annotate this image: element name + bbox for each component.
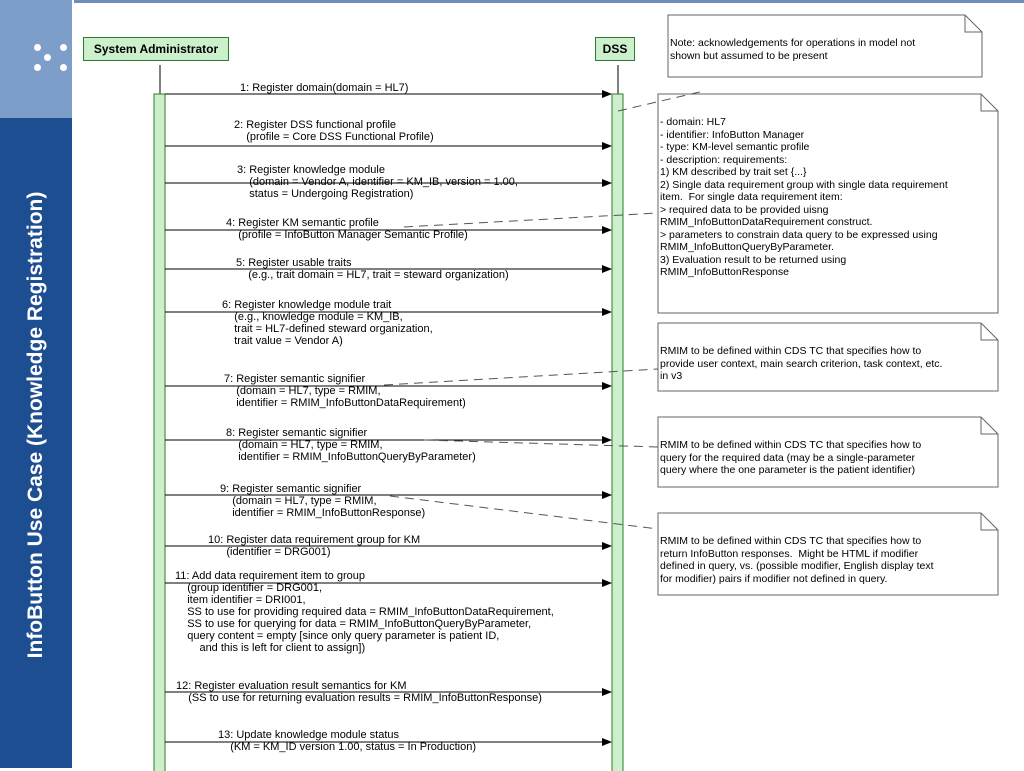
message-label: 9: Register semantic signifier (domain = HL7, type = RMIM, identifier = RMIM_InfoButtonResponse) xyxy=(220,483,426,519)
message-label: 10: Register data requirement group for KM (identifier = DRG001) xyxy=(208,534,421,558)
message-label: 11: Add data requirement item to group (group identifier = DRG001, item identifier = DRI001, SS to use for providing required data = RMIM_InfoButtonDataRequirement, SS to use for querying for data = RMIM_InfoButtonQueryByParameter, query content = empty [since only query parameter is patient ID, and this is left for client to assign]) xyxy=(175,570,554,654)
message-label: 12: Register evaluation result semantics for KM (SS to use for returning evaluation results = RMIM_InfoButtonResponse) xyxy=(176,680,542,704)
message-label: 6: Register knowledge module trait (e.g., knowledge module = KM_IB, trait = HL7-defined steward organization, trait value = Vendor A) xyxy=(222,299,433,347)
note-rmim-query-by-parameter: RMIM to be defined within CDS TC that specifies how to query for the required data (may be a single-parameter query where the one parameter is the patient identifier) xyxy=(660,439,922,476)
note-rmim-response: RMIM to be defined within CDS TC that specifies how to return InfoButton responses. Might be HTML if modifier defined in query, vs. (possible modifier, English display text for modifier) pairs if modifier not defined in query. xyxy=(660,535,934,585)
message-label: 2: Register DSS functional profile (profile = Core DSS Functional Profile) xyxy=(234,119,434,143)
message-label: 5: Register usable traits (e.g., trait domain = HL7, trait = steward organization) xyxy=(236,257,509,281)
slide-title: InfoButton Use Case (Knowledge Registration) xyxy=(24,191,47,659)
dss-activation-bar xyxy=(612,94,623,771)
message-label: 4: Register KM semantic profile (profile = InfoButton Manager Semantic Profile) xyxy=(226,217,468,241)
dots-logo-icon xyxy=(34,44,70,80)
admin-activation-bar xyxy=(154,94,165,771)
slide-sidebar xyxy=(0,0,72,768)
note-semantic-profile: - domain: HL7 - identifier: InfoButton Manager - type: KM-level semantic profile - description: requirements: 1) KM described by trait set {...} 2) Single data requirement group with single data requirement item. For single data requirement item: > required data to be provided uisng RMIM_InfoButtonDataRequirement construct. > parameters to constrain data query to be expressed using RMIM_InfoButtonQueryByParameter. 3) Evaluation result to be returned using RMIM_InfoButtonResponse xyxy=(660,116,948,278)
message-label: 8: Register semantic signifier (domain = HL7, type = RMIM, identifier = RMIM_InfoButtonQueryByParameter) xyxy=(226,427,476,463)
diagram-frame xyxy=(74,0,1024,768)
message-label: 13: Update knowledge module status (KM = KM_ID version 1.00, status = In Production) xyxy=(218,729,477,753)
participant-system-administrator[interactable]: System Administrator xyxy=(83,37,229,61)
message-label: 7: Register semantic signifier (domain = HL7, type = RMIM, identifier = RMIM_InfoButtonDataRequirement) xyxy=(224,373,466,409)
note-acknowledgements: Note: acknowledgements for operations in model not shown but assumed to be present xyxy=(670,37,916,62)
participant-dss[interactable]: DSS xyxy=(595,37,635,61)
note-rmim-data-requirement: RMIM to be defined within CDS TC that specifies how to provide user context, main search criterion, task context, etc. in v3 xyxy=(660,345,943,382)
message-label: 1: Register domain(domain = HL7) xyxy=(240,82,409,94)
message-label: 3: Register knowledge module (domain = Vendor A, identifier = KM_IB, version = 1.00, status = Undergoing Registration) xyxy=(237,164,518,200)
